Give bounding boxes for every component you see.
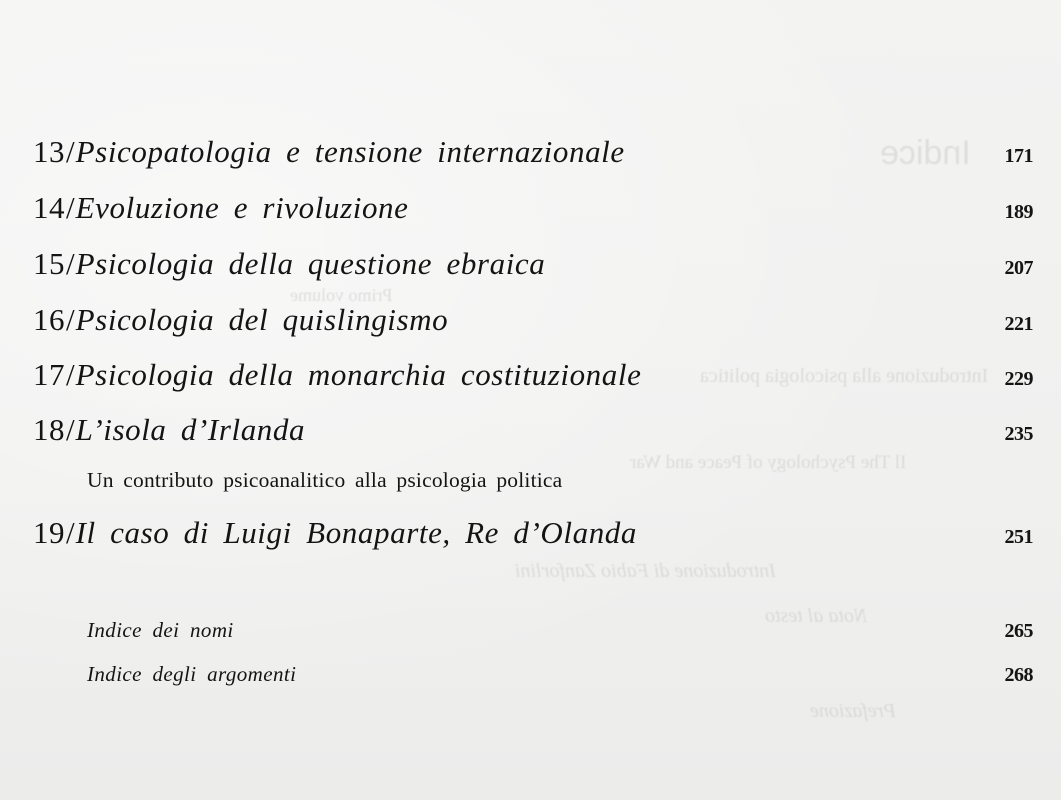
chapter-separator: / [66, 246, 75, 281]
show-through-line: Il The Psychology of Peace and War [630, 452, 907, 473]
chapter-separator: / [66, 302, 75, 337]
toc-appendix-subject-index [87, 662, 1033, 687]
chapter-title: Psicopatologia e tensione internazionale [75, 134, 625, 169]
page-number: 235 [1004, 423, 1033, 445]
toc-entry-15 [33, 246, 1033, 282]
show-through-title: Indice [880, 134, 971, 172]
show-through-line: Primo volume [290, 285, 393, 305]
page-number: 221 [1004, 313, 1033, 335]
chapter-number: 18 [33, 412, 65, 447]
chapter-number: 16 [33, 302, 65, 337]
toc-entry-13 [33, 134, 1033, 170]
page-number: 265 [1004, 620, 1033, 642]
toc-entry-14 [33, 190, 1033, 226]
chapter-number: 19 [33, 515, 65, 550]
toc-entry-16 [33, 302, 1033, 338]
appendix-title: Indice degli argomenti [87, 662, 297, 686]
chapter-18-subtitle: Un contributo psicoanalitico alla psicologia politica [87, 468, 563, 492]
chapter-separator: / [66, 357, 75, 392]
show-through-line: Nota al testo [765, 605, 868, 627]
toc-appendix-names-index [87, 618, 1033, 643]
chapter-title: Psicologia della questione ebraica [75, 246, 546, 281]
chapter-title: Evoluzione e rivoluzione [75, 190, 409, 225]
chapter-separator: / [66, 515, 75, 550]
chapter-number: 15 [33, 246, 65, 281]
page-number: 171 [1004, 145, 1033, 167]
chapter-number: 13 [33, 134, 65, 169]
chapter-separator: / [66, 190, 75, 225]
chapter-title: L’isola d’Irlanda [75, 412, 306, 447]
page-number: 189 [1004, 201, 1033, 223]
show-through-line: Introduzione alla psicologia politica [700, 365, 989, 387]
show-through-line: Prefazione [810, 700, 896, 722]
toc-entry-19 [33, 515, 1033, 551]
page-number: 251 [1004, 526, 1033, 548]
chapter-title: Il caso di Luigi Bonaparte, Re d’Olanda [75, 515, 638, 550]
chapter-title: Psicologia della monarchia costituzionale [75, 357, 642, 392]
chapter-separator: / [66, 412, 75, 447]
toc-entry-17 [33, 357, 1033, 393]
chapter-number: 14 [33, 190, 65, 225]
appendix-title: Indice dei nomi [87, 618, 234, 642]
page-number: 229 [1004, 368, 1033, 390]
show-through-line: Introduzione di Fabio Zanforlini [515, 560, 776, 582]
chapter-title: Psicologia del quislingismo [75, 302, 449, 337]
page-number: 207 [1004, 257, 1033, 279]
page-number: 268 [1004, 664, 1033, 686]
chapter-separator: / [66, 134, 75, 169]
toc-entry-18 [33, 412, 1033, 448]
chapter-number: 17 [33, 357, 65, 392]
